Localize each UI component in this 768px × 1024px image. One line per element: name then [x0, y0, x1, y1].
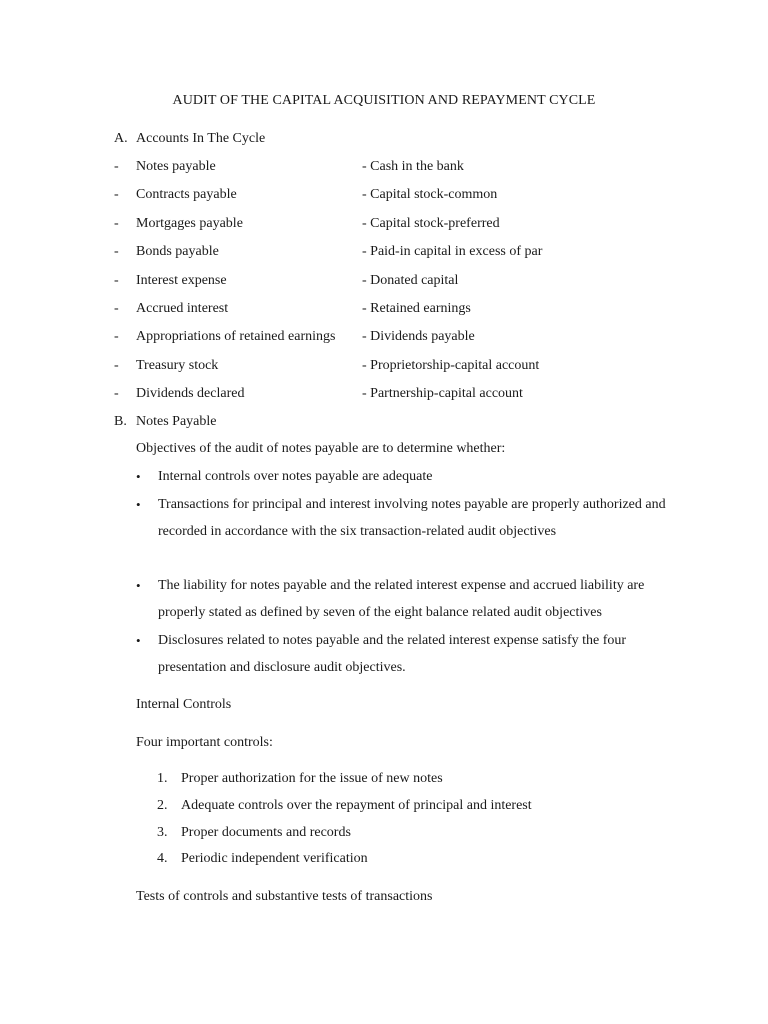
bullet-text: Disclosures related to notes payable and the related interest expense satisfy the four presentation and disclosure audit objectives. [158, 633, 627, 675]
control-number: 4. [157, 851, 168, 866]
account-left: Accrued interest [136, 301, 229, 316]
account-left: Notes payable [136, 159, 216, 174]
account-right: - Partnership-capital account [362, 386, 523, 401]
bullet-icon: • [136, 497, 141, 512]
control-text: Periodic independent verification [181, 851, 368, 866]
account-right: - Donated capital [362, 273, 459, 288]
section-a-title: Accounts In The Cycle [136, 131, 266, 146]
control-number: 2. [157, 798, 168, 813]
control-item [157, 851, 368, 867]
control-text: Proper documents and records [181, 825, 351, 840]
row-dash: - [114, 216, 119, 231]
row-dash: - [114, 244, 119, 259]
row-dash: - [114, 273, 119, 288]
control-number: 3. [157, 825, 168, 840]
internal-controls-heading: Internal Controls [136, 697, 232, 712]
four-controls-intro: Four important controls: [136, 735, 273, 750]
tests-heading: Tests of controls and substantive tests of transactions [136, 889, 433, 904]
section-a-heading [114, 131, 265, 147]
bullet-text: Internal controls over notes payable are adequate [158, 469, 433, 484]
section-a-letter: A. [114, 131, 128, 146]
section-b-title: Notes Payable [136, 414, 217, 429]
account-left: Interest expense [136, 273, 227, 288]
control-item [157, 771, 443, 787]
account-right: - Dividends payable [362, 329, 475, 344]
control-text: Proper authorization for the issue of new notes [181, 771, 443, 786]
section-b-letter: B. [114, 414, 127, 429]
account-right: - Paid-in capital in excess of par [362, 244, 543, 259]
row-dash: - [114, 358, 119, 373]
objectives-intro: Objectives of the audit of notes payable are to determine whether: [136, 441, 506, 456]
row-dash: - [114, 329, 119, 344]
account-left: Mortgages payable [136, 216, 243, 231]
account-right: - Capital stock-common [362, 187, 498, 202]
control-number: 1. [157, 771, 168, 786]
account-left: Appropriations of retained earnings [136, 329, 336, 344]
row-dash: - [114, 386, 119, 401]
control-text: Adequate controls over the repayment of principal and interest [181, 798, 532, 813]
account-right: - Capital stock-preferred [362, 216, 500, 231]
row-dash: - [114, 159, 119, 174]
account-left: Bonds payable [136, 244, 219, 259]
bullet-icon: • [136, 578, 141, 593]
account-right: - Retained earnings [362, 301, 471, 316]
bullet-text: Transactions for principal and interest involving notes payable are properly authorized and recorded in accordance with the six transaction-related audit objectives [158, 497, 666, 539]
account-right: - Cash in the bank [362, 159, 464, 174]
row-dash: - [114, 301, 119, 316]
bullet-text: The liability for notes payable and the related interest expense and accrued liability are properly stated as defined by seven of the eight balance related audit objectives [158, 578, 645, 620]
account-left: Contracts payable [136, 187, 237, 202]
section-b-heading [114, 414, 216, 430]
account-right: - Proprietorship-capital account [362, 358, 540, 373]
control-item [157, 798, 532, 814]
bullet-icon: • [136, 633, 141, 648]
page-title: AUDIT OF THE CAPITAL ACQUISITION AND REPAYMENT CYCLE [172, 93, 596, 108]
account-left: Dividends declared [136, 386, 245, 401]
bullet-icon: • [136, 469, 141, 484]
control-item [157, 825, 351, 841]
row-dash: - [114, 187, 119, 202]
account-left: Treasury stock [136, 358, 219, 373]
